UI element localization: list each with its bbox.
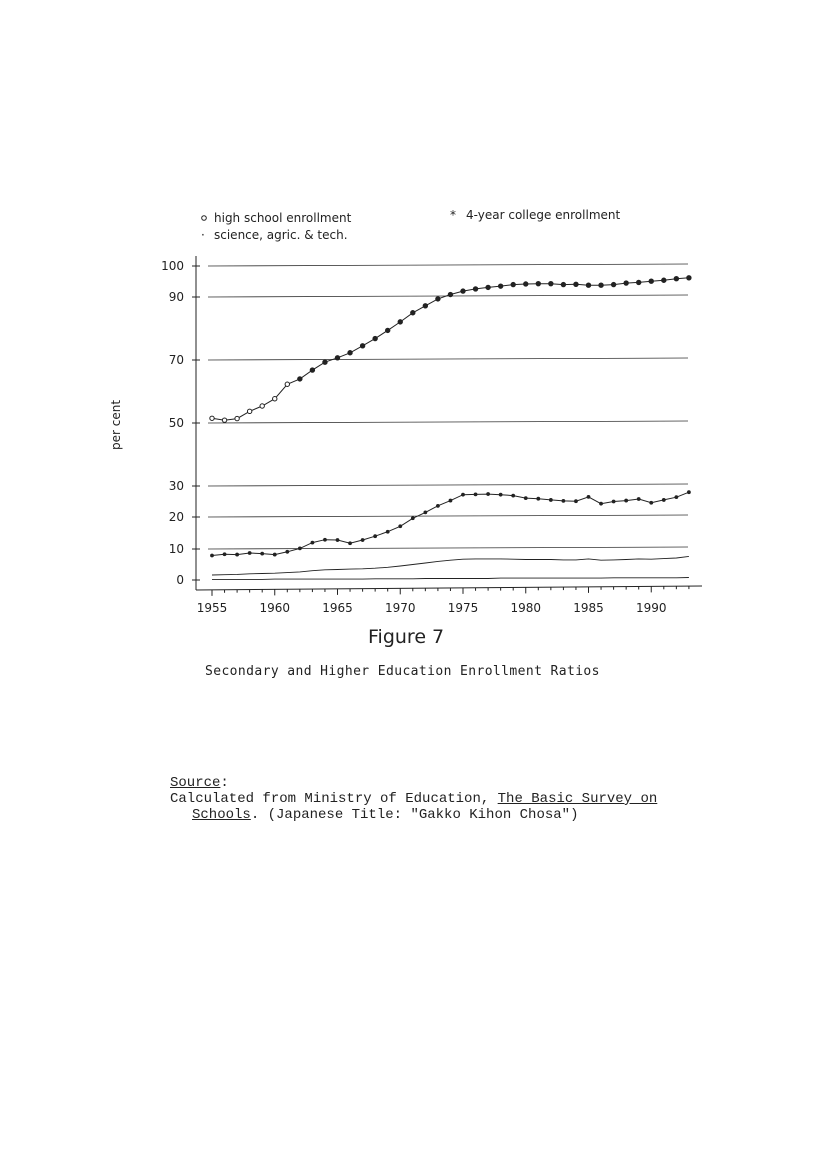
- point-high-school-enrollment-1993: [687, 276, 691, 280]
- point-4-year-college-enrollment-1982: [549, 498, 553, 502]
- point-4-year-college-enrollment-1985: [587, 495, 591, 499]
- point-high-school-enrollment-1987: [611, 282, 615, 286]
- point-4-year-college-enrollment-1972: [423, 510, 427, 514]
- gridline-70: [208, 358, 688, 360]
- point-high-school-enrollment-1977: [486, 285, 490, 289]
- point-high-school-enrollment-1986: [599, 283, 603, 287]
- y-tick-label-10: 10: [168, 542, 184, 556]
- point-high-school-enrollment-1955: [210, 416, 214, 420]
- point-4-year-college-enrollment-1969: [386, 530, 390, 534]
- point-4-year-college-enrollment-1971: [411, 516, 415, 520]
- point-high-school-enrollment-1980: [524, 282, 528, 286]
- y-tick-label-30: 30: [168, 479, 184, 493]
- point-4-year-college-enrollment-1977: [486, 492, 490, 496]
- gridline-30: [208, 484, 688, 486]
- point-4-year-college-enrollment-1963: [311, 541, 315, 545]
- point-high-school-enrollment-1975: [461, 289, 465, 293]
- source-line1-prefix: Calculated from Ministry of Education,: [170, 791, 498, 807]
- source-line1-title: The Basic Survey on: [497, 791, 658, 807]
- point-4-year-college-enrollment-1956: [223, 552, 227, 556]
- point-high-school-enrollment-1964: [323, 360, 327, 364]
- legend-item-science: [201, 228, 348, 242]
- legend-item-college: [450, 208, 620, 222]
- point-4-year-college-enrollment-1965: [336, 538, 340, 542]
- point-high-school-enrollment-1970: [398, 320, 402, 324]
- x-tick-labels: [197, 586, 689, 615]
- point-4-year-college-enrollment-1958: [248, 551, 252, 555]
- point-high-school-enrollment-1959: [260, 404, 264, 408]
- point-high-school-enrollment-1967: [360, 344, 364, 348]
- point-high-school-enrollment-1979: [511, 282, 515, 286]
- gridline-100: [208, 264, 688, 266]
- point-high-school-enrollment-1965: [335, 356, 339, 360]
- y-tick-label-100: 100: [161, 259, 184, 273]
- x-tick-label-1985: 1985: [573, 601, 604, 615]
- point-4-year-college-enrollment-1978: [499, 493, 503, 497]
- point-4-year-college-enrollment-1992: [674, 495, 678, 499]
- figure-label: Figure 7: [368, 626, 445, 648]
- point-high-school-enrollment-1992: [674, 277, 678, 281]
- point-4-year-college-enrollment-1980: [524, 496, 528, 500]
- point-4-year-college-enrollment-1974: [449, 499, 453, 503]
- point-4-year-college-enrollment-1984: [574, 499, 578, 503]
- source-heading-line: [170, 775, 657, 791]
- x-tick-label-1960: 1960: [259, 601, 291, 615]
- point-high-school-enrollment-1983: [561, 282, 565, 286]
- point-4-year-college-enrollment-1966: [348, 541, 352, 545]
- point-high-school-enrollment-1985: [586, 283, 590, 287]
- legend: [201, 208, 620, 242]
- legend-marker-circle: [202, 216, 207, 221]
- legend-label-science: science, agric. & tech.: [214, 228, 348, 242]
- series-lines: [210, 276, 691, 580]
- source-heading: Source: [170, 775, 221, 791]
- point-4-year-college-enrollment-1964: [323, 538, 327, 542]
- point-4-year-college-enrollment-1991: [662, 498, 666, 502]
- point-4-year-college-enrollment-1968: [373, 534, 377, 538]
- point-high-school-enrollment-1988: [624, 281, 628, 285]
- point-high-school-enrollment-1962: [298, 377, 302, 381]
- point-high-school-enrollment-1981: [536, 281, 540, 285]
- point-high-school-enrollment-1958: [247, 409, 251, 413]
- figure-title: Secondary and Higher Education Enrollment Ratios: [205, 664, 600, 679]
- point-4-year-college-enrollment-1961: [285, 550, 289, 554]
- gridline-50: [208, 421, 688, 423]
- point-4-year-college-enrollment-1981: [536, 497, 540, 501]
- point-4-year-college-enrollment-1990: [649, 501, 653, 505]
- y-tick-label-70: 70: [168, 353, 184, 367]
- point-high-school-enrollment-1966: [348, 351, 352, 355]
- source-note: [170, 775, 657, 823]
- y-axis-label: per cent: [109, 399, 123, 451]
- point-high-school-enrollment-1991: [662, 278, 666, 282]
- point-high-school-enrollment-1968: [373, 336, 377, 340]
- point-4-year-college-enrollment-1962: [298, 546, 302, 550]
- point-4-year-college-enrollment-1970: [398, 524, 402, 528]
- legend-marker-star: *: [450, 208, 456, 222]
- point-high-school-enrollment-1978: [498, 284, 502, 288]
- x-tick-label-1975: 1975: [447, 601, 479, 615]
- point-4-year-college-enrollment-1988: [624, 499, 628, 503]
- point-4-year-college-enrollment-1983: [562, 499, 566, 503]
- point-high-school-enrollment-1969: [386, 328, 390, 332]
- series-line-science-agric-tech: [212, 556, 689, 575]
- point-4-year-college-enrollment-1993: [687, 490, 691, 494]
- point-high-school-enrollment-1957: [235, 416, 239, 420]
- point-4-year-college-enrollment-1973: [436, 504, 440, 508]
- point-high-school-enrollment-1976: [473, 287, 477, 291]
- x-tick-label-1980: 1980: [510, 601, 542, 615]
- point-high-school-enrollment-1972: [423, 304, 427, 308]
- point-4-year-college-enrollment-1955: [210, 554, 214, 558]
- legend-label-high-school: high school enrollment: [214, 211, 352, 225]
- legend-label-college: 4-year college enrollment: [466, 208, 621, 222]
- point-4-year-college-enrollment-1976: [474, 492, 478, 496]
- point-4-year-college-enrollment-1960: [273, 553, 277, 557]
- gridline-20: [208, 515, 688, 517]
- gridlines: [208, 264, 688, 549]
- point-4-year-college-enrollment-1987: [612, 500, 616, 504]
- source-line-2: [170, 807, 657, 823]
- point-high-school-enrollment-1971: [411, 311, 415, 315]
- point-4-year-college-enrollment-1959: [260, 552, 264, 556]
- x-tick-label-1955: 1955: [196, 601, 228, 615]
- point-4-year-college-enrollment-1979: [511, 494, 515, 498]
- point-4-year-college-enrollment-1975: [461, 493, 465, 497]
- point-high-school-enrollment-1984: [574, 282, 578, 286]
- legend-item-high-school: [202, 211, 352, 225]
- x-tick-label-1990: 1990: [635, 601, 667, 615]
- point-4-year-college-enrollment-1989: [637, 497, 641, 501]
- y-tick-labels: [161, 259, 200, 587]
- source-line2-suffix: . (Japanese Title: "Gakko Kihon Chosa"): [250, 807, 579, 823]
- source-line2-title: Schools: [192, 807, 251, 823]
- point-high-school-enrollment-1989: [637, 280, 641, 284]
- point-high-school-enrollment-1961: [285, 382, 289, 386]
- point-high-school-enrollment-1956: [222, 418, 226, 422]
- point-high-school-enrollment-1973: [436, 297, 440, 301]
- source-line-1: [170, 791, 657, 807]
- point-high-school-enrollment-1974: [448, 292, 452, 296]
- source-heading-colon: :: [220, 775, 229, 791]
- point-high-school-enrollment-1990: [649, 279, 653, 283]
- x-tick-label-1965: 1965: [322, 601, 353, 615]
- point-4-year-college-enrollment-1957: [235, 553, 239, 557]
- y-tick-label-0: 0: [176, 573, 184, 587]
- point-high-school-enrollment-1982: [549, 281, 553, 285]
- x-tick-label-1970: 1970: [384, 601, 416, 615]
- y-tick-label-50: 50: [168, 416, 184, 430]
- point-4-year-college-enrollment-1986: [599, 502, 603, 506]
- point-high-school-enrollment-1963: [310, 368, 314, 372]
- y-tick-label-20: 20: [168, 510, 184, 524]
- point-high-school-enrollment-1960: [273, 397, 277, 401]
- series-line-high-school-enrollment: [212, 278, 689, 420]
- series-line-baseline: [212, 578, 689, 580]
- point-4-year-college-enrollment-1967: [361, 538, 365, 542]
- legend-marker-dot: ·: [201, 228, 205, 242]
- y-tick-label-90: 90: [168, 290, 184, 304]
- gridline-10: [208, 547, 688, 549]
